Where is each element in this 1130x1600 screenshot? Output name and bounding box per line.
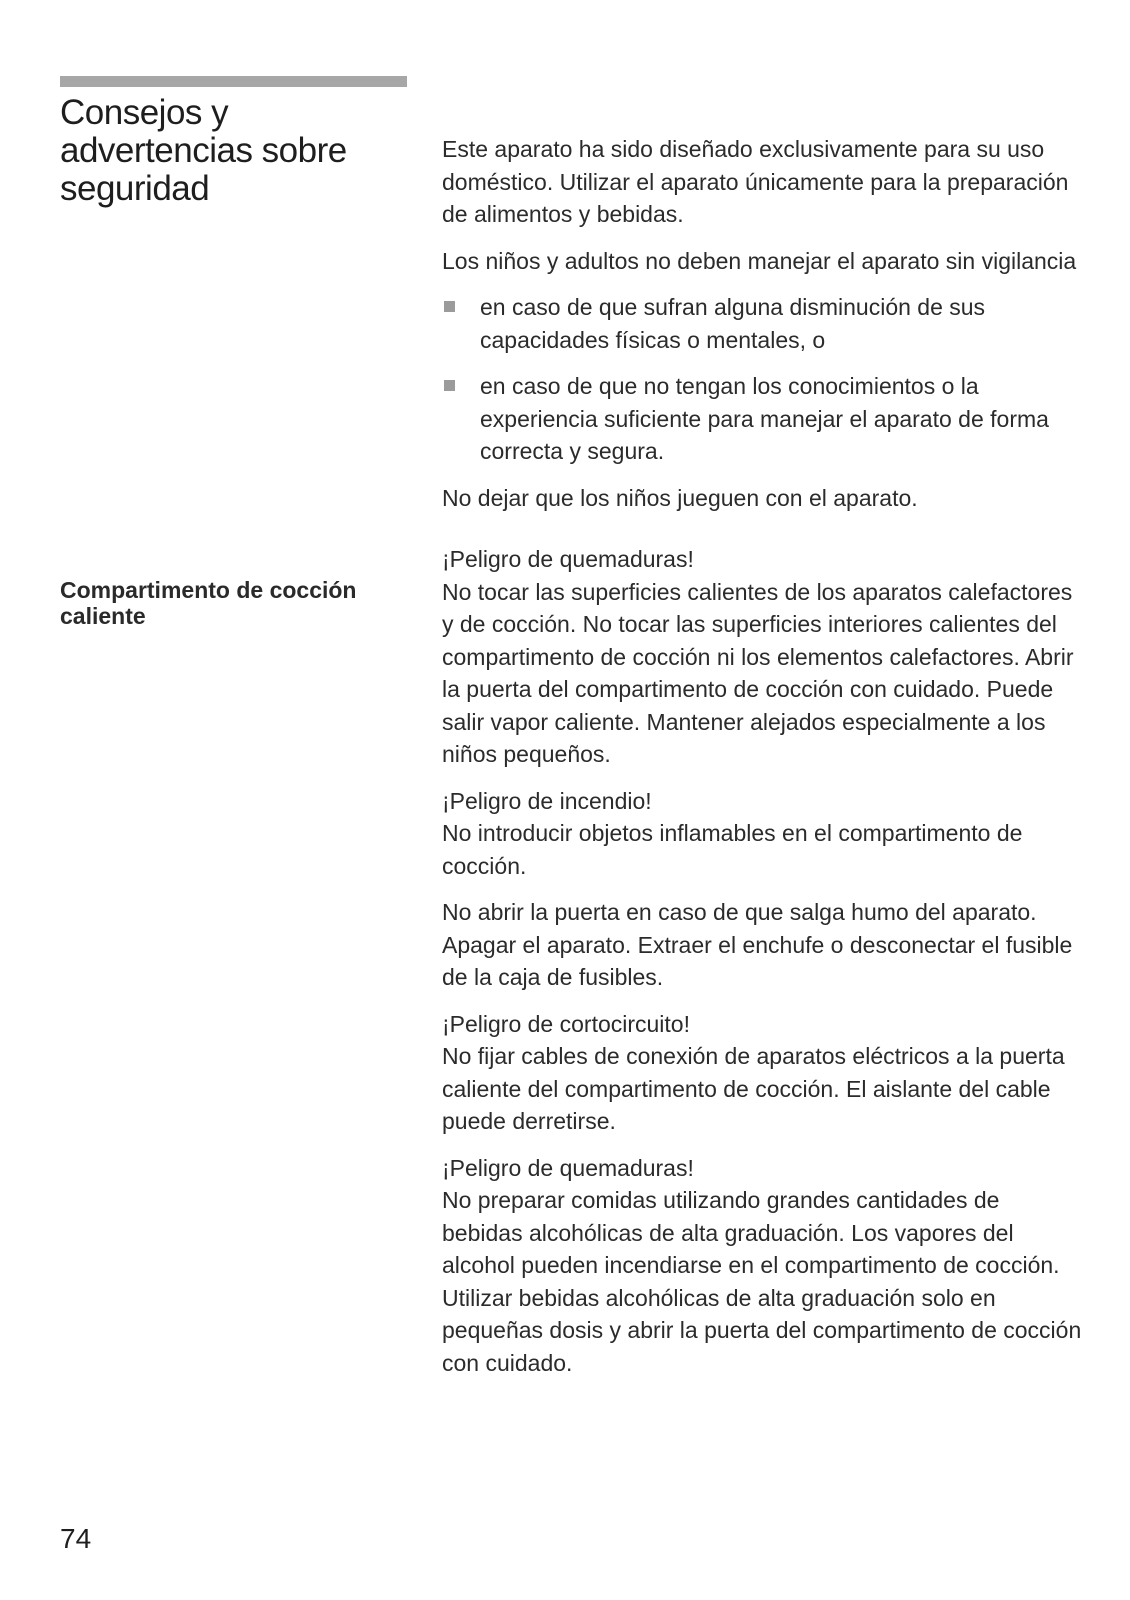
warning-title: ¡Peligro de quemaduras! <box>442 546 694 572</box>
warning-text: No introducir objetos inflamables en el compartimento de cocción. <box>442 820 1023 879</box>
square-bullet-icon <box>444 380 455 391</box>
warning-block-burns <box>442 543 1082 771</box>
warning-title: ¡Peligro de cortocircuito! <box>442 1010 690 1037</box>
warning-block-smoke <box>442 896 1082 994</box>
section-spacer <box>442 528 1082 543</box>
warning-text: No fijar cables de conexión de aparatos eléctricos a la puerta caliente del compartimento de cocción. El aislante del cable puede derretirse. <box>442 1043 1065 1134</box>
list-item <box>442 291 1082 356</box>
warning-text: No tocar las superficies calientes de los aparatos calefactores y de cocción. No tocar las superficies interiores calientes del compartimento de cocción ni los elementos calefactores. Abrir la puerta del compartimento de cocción con cuidado. Puede salir vapor caliente. Mantener alejados especialmente a los niños pequeños. <box>442 578 1074 767</box>
list-item-text: en caso de que no tengan los conocimientos o la experiencia suficiente para manejar el aparato de forma correcta y segura. <box>480 373 1049 464</box>
warning-block-fire <box>442 785 1082 883</box>
list-item <box>442 370 1082 468</box>
intro-paragraph-2: Los niños y adultos no deben manejar el aparato sin vigilancia <box>442 247 1077 274</box>
intro-paragraph-3: No dejar que los niños jueguen con el aparato. <box>442 484 918 511</box>
warning-block-alcohol <box>442 1152 1082 1380</box>
square-bullet-icon <box>444 301 455 312</box>
warning-block-short-circuit <box>442 1008 1082 1138</box>
title-rule <box>60 76 407 87</box>
page-title: Consejos y advertencias sobre seguridad <box>60 93 347 208</box>
warning-text: No abrir la puerta en caso de que salga humo del aparato. Apagar el aparato. Extraer el enchufe o desconectar el fusible de la caja de fusibles. <box>442 899 1073 990</box>
warning-title: ¡Peligro de incendio! <box>442 787 652 814</box>
intro-paragraph-1: Este aparato ha sido diseñado exclusivamente para su uso doméstico. Utilizar el aparato únicamente para la preparación de alimentos y bebidas. <box>442 136 1069 227</box>
section-heading-hot-compartment: Compartimento de cocción caliente <box>60 577 357 629</box>
main-content <box>442 133 1082 1393</box>
list-item-text: en caso de que sufran alguna disminución de sus capacidades físicas o mentales, o <box>480 294 986 353</box>
supervision-list <box>442 291 1082 468</box>
page-number: 74 <box>60 1523 92 1554</box>
warning-text: No preparar comidas utilizando grandes cantidades de bebidas alcohólicas de alta graduación. Los vapores del alcohol pueden incendiarse en el compartimento de cocción. Utilizar bebidas alcohólicas de alta graduación solo en pequeñas dosis y abrir la puerta del compartimento de cocción con cuidado. <box>442 1187 1082 1376</box>
warning-title: ¡Peligro de quemaduras! <box>442 1154 694 1181</box>
